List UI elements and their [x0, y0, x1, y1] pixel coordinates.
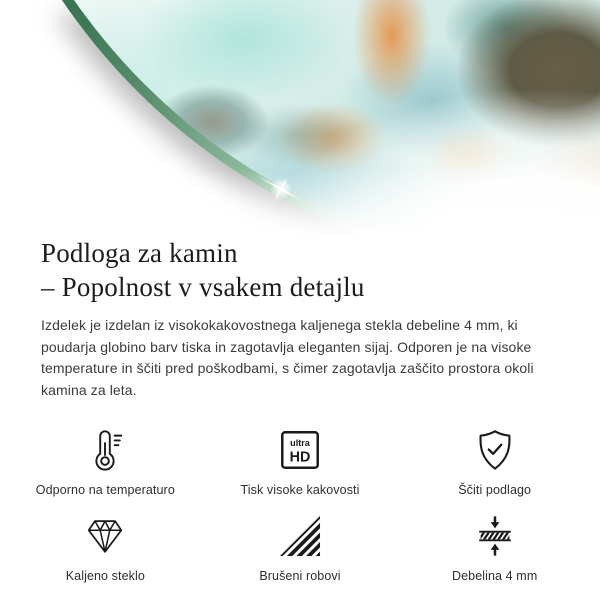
feature-label: Kaljeno steklo: [65, 569, 145, 583]
thermometer-icon: [82, 427, 128, 473]
product-photo: [0, 0, 600, 234]
feature-grid: [0, 427, 600, 583]
feature-thickness: [397, 513, 592, 583]
shield-check-icon: [472, 427, 518, 473]
page-title: [41, 236, 559, 304]
feature-print-quality: [203, 427, 398, 497]
feature-label: Ščiti podlago: [458, 483, 532, 497]
feature-polished-edges: [203, 513, 398, 583]
feature-label: Tisk visoke kakovosti: [240, 483, 360, 497]
feature-protects-surface: [397, 427, 592, 497]
svg-text:ultra: ultra: [290, 438, 310, 449]
title-line-2: – Popolnost v vsakem detajlu: [41, 272, 365, 302]
feature-label: Debelina 4 mm: [451, 569, 538, 583]
feature-temperature: [8, 427, 203, 497]
title-line-1: Podloga za kamin: [41, 238, 238, 268]
polished-edges-icon: [277, 513, 323, 559]
ultra-hd-icon: [277, 427, 323, 473]
diamond-icon: [82, 513, 128, 559]
feature-label: Odporno na temperaturo: [35, 483, 175, 497]
product-description-section: [0, 236, 600, 401]
thickness-icon: [472, 513, 518, 559]
feature-label: Brušeni robovi: [259, 569, 341, 583]
product-description: Izdelek je izdelan iz visokokakovostnega kaljenega stekla debeline 4 mm, ki poudarja globino barv tiska in zagotavlja eleganten sijaj. Odporen je na visoke temperature in ščiti pred poškodbami, s čimer zagotavlja zaščito prostora okoli kamina za leta.: [41, 317, 534, 398]
feature-tempered-glass: [8, 513, 203, 583]
svg-text:HD: HD: [289, 449, 311, 466]
